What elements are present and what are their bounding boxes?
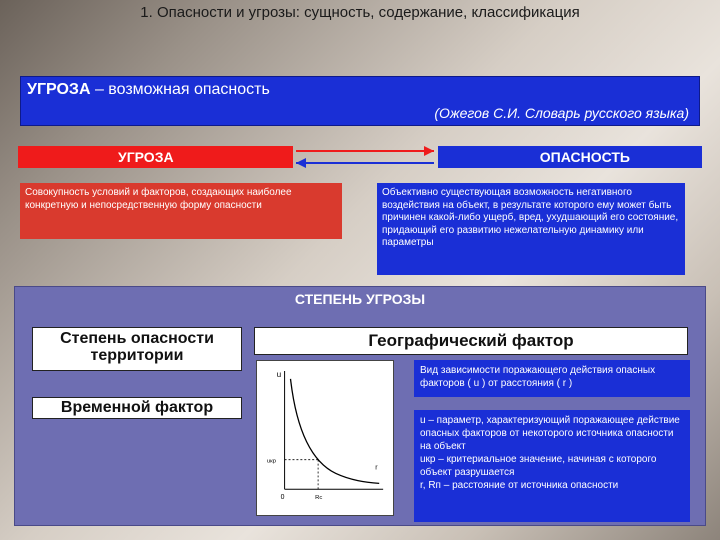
graph-ukr-label: uкр bbox=[266, 458, 277, 465]
definition-text: – возможная опасность bbox=[90, 81, 270, 98]
graph-rc-label: Rc bbox=[315, 495, 323, 502]
threat-bar: УГРОЗА bbox=[18, 146, 293, 168]
distance-graph bbox=[256, 360, 394, 516]
dependency-info: Вид зависимости поражающего действия опасных факторов ( u ) от расстояния ( r ) bbox=[414, 360, 690, 397]
danger-definition: Объективно существующая возможность негативного воздействия на объект, в результате которого ему может быть причинен какой-либо ущерб, вред, ухудшающий его состояние, придающий его развитию нежелательную динамику или параметры bbox=[377, 183, 685, 275]
definition-term: УГРОЗА bbox=[27, 81, 91, 98]
threat-definition: Совокупность условий и факторов, создающих наиболее конкретную и непосредственную форму опасности bbox=[20, 183, 342, 239]
graph-zero-label: 0 bbox=[280, 494, 285, 502]
time-factor-box: Временной фактор bbox=[32, 397, 242, 419]
double-arrow-icon bbox=[290, 140, 440, 174]
slide-title: 1. Опасности и угрозы: сущность, содержание, классификация bbox=[140, 4, 580, 21]
geographic-factor-box: Географический фактор bbox=[254, 327, 688, 355]
ukr-description: uкр – критериальное значение, начиная с которого объект разрушается bbox=[420, 454, 657, 478]
definition-heading bbox=[27, 81, 270, 99]
definition-box bbox=[20, 76, 700, 126]
u-description: u – параметр, характеризующий поражающее действие опасных факторов от некоторого источника опасности на объект bbox=[420, 415, 680, 452]
r-description: r, Rп – расстояние от источника опасности bbox=[420, 480, 619, 491]
definition-source: (Ожегов С.И. Словарь русского языка) bbox=[434, 105, 689, 121]
territory-danger-box: Степень опасности территории bbox=[32, 327, 242, 371]
graph-y-label: u bbox=[276, 369, 282, 379]
graph-curve bbox=[291, 379, 380, 483]
parameters-info bbox=[414, 410, 690, 522]
threat-degree-title: СТЕПЕНЬ УГРОЗЫ bbox=[294, 291, 426, 307]
danger-bar: ОПАСНОСТЬ bbox=[438, 146, 702, 168]
graph-r-label: r bbox=[375, 464, 378, 472]
